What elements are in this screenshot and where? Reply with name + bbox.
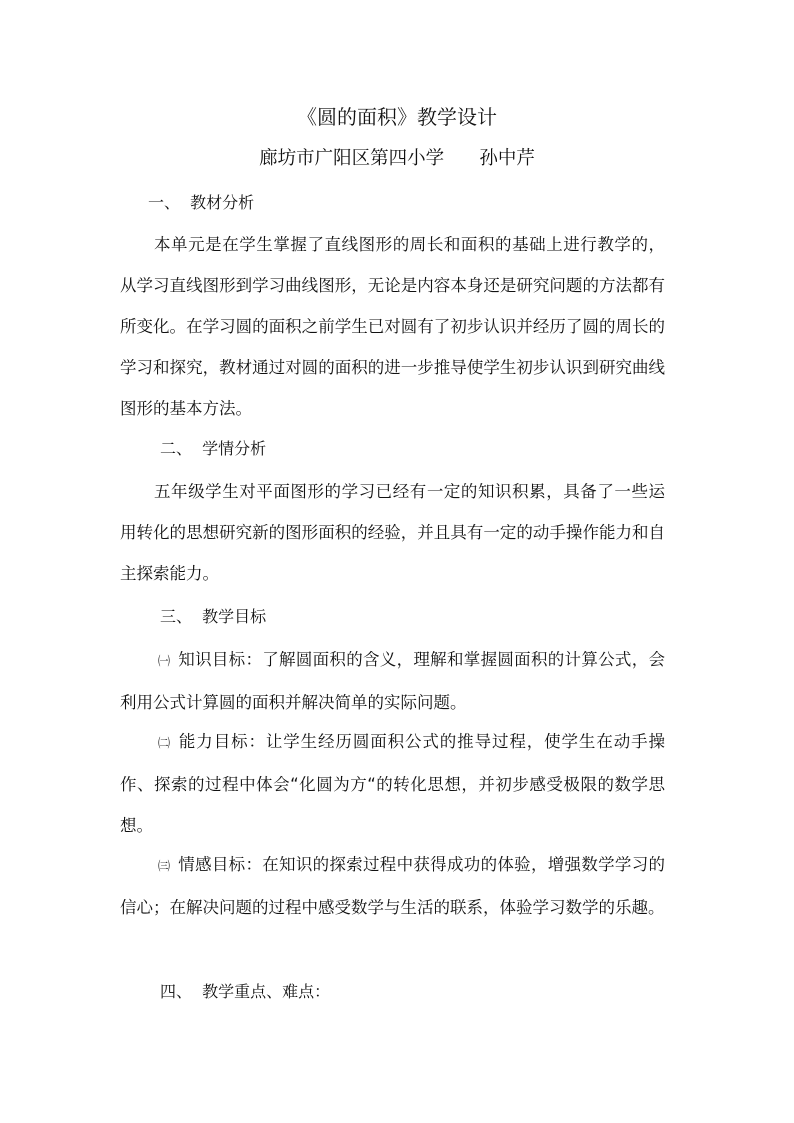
objective-emotion [120, 844, 665, 928]
objective-text: 知识目标：了解圆面积的含义，理解和掌握圆面积的计算公式，会利用公式计算圆的面积并解决简单的实际问题。 [120, 650, 665, 712]
objective-text: 能力目标：让学生经历圆面积公式的推导过程，使学生在动手操作、探索的过程中体会“化圆为方“的转化思想，并初步感受极限的数学思想。 [120, 732, 665, 835]
section-heading-materials: 一、 教材分析 [148, 193, 255, 212]
paragraph-materials: 本单元是在学生掌握了直线图形的周长和面积的基础上进行教学的，从学习直线图形到学习曲线图形，无论是内容本身还是研究问题的方法都有所变化。在学习圆的面积之前学生已对圆有了初步认识并经历了圆的周长的学习和探究，教材通过对圆的面积的进一步推导使学生初步认识到研究曲线图形的基本方法。 [120, 235, 665, 418]
objective-ability [120, 721, 665, 846]
objective-marker: ㈢ [158, 859, 171, 873]
document-title: 《圆的面积》教学设计 [297, 105, 497, 129]
section-heading-key-points: 四、 教学重点、难点： [160, 982, 331, 1001]
paragraph-students: 五年级学生对平面图形的学习已经有一定的知识积累，具备了一些运用转化的思想研究新的图形面积的经验，并且具有一定的动手操作能力和自主探索能力。 [120, 482, 665, 583]
objective-knowledge [120, 639, 665, 723]
objective-marker: ㈠ [158, 654, 171, 668]
objective-text: 情感目标：在知识的探索过程中获得成功的体验，增强数学学习的信心；在解决问题的过程中感受数学与生活的联系，体验学习数学的乐趣。 [120, 855, 665, 917]
objective-marker: ㈡ [158, 736, 171, 750]
author-line: 廊坊市广阳区第四小学 孙中芹 [259, 148, 535, 169]
section-heading-students: 二、 学情分析 [160, 439, 267, 458]
section-heading-objectives: 三、 教学目标 [160, 607, 267, 626]
